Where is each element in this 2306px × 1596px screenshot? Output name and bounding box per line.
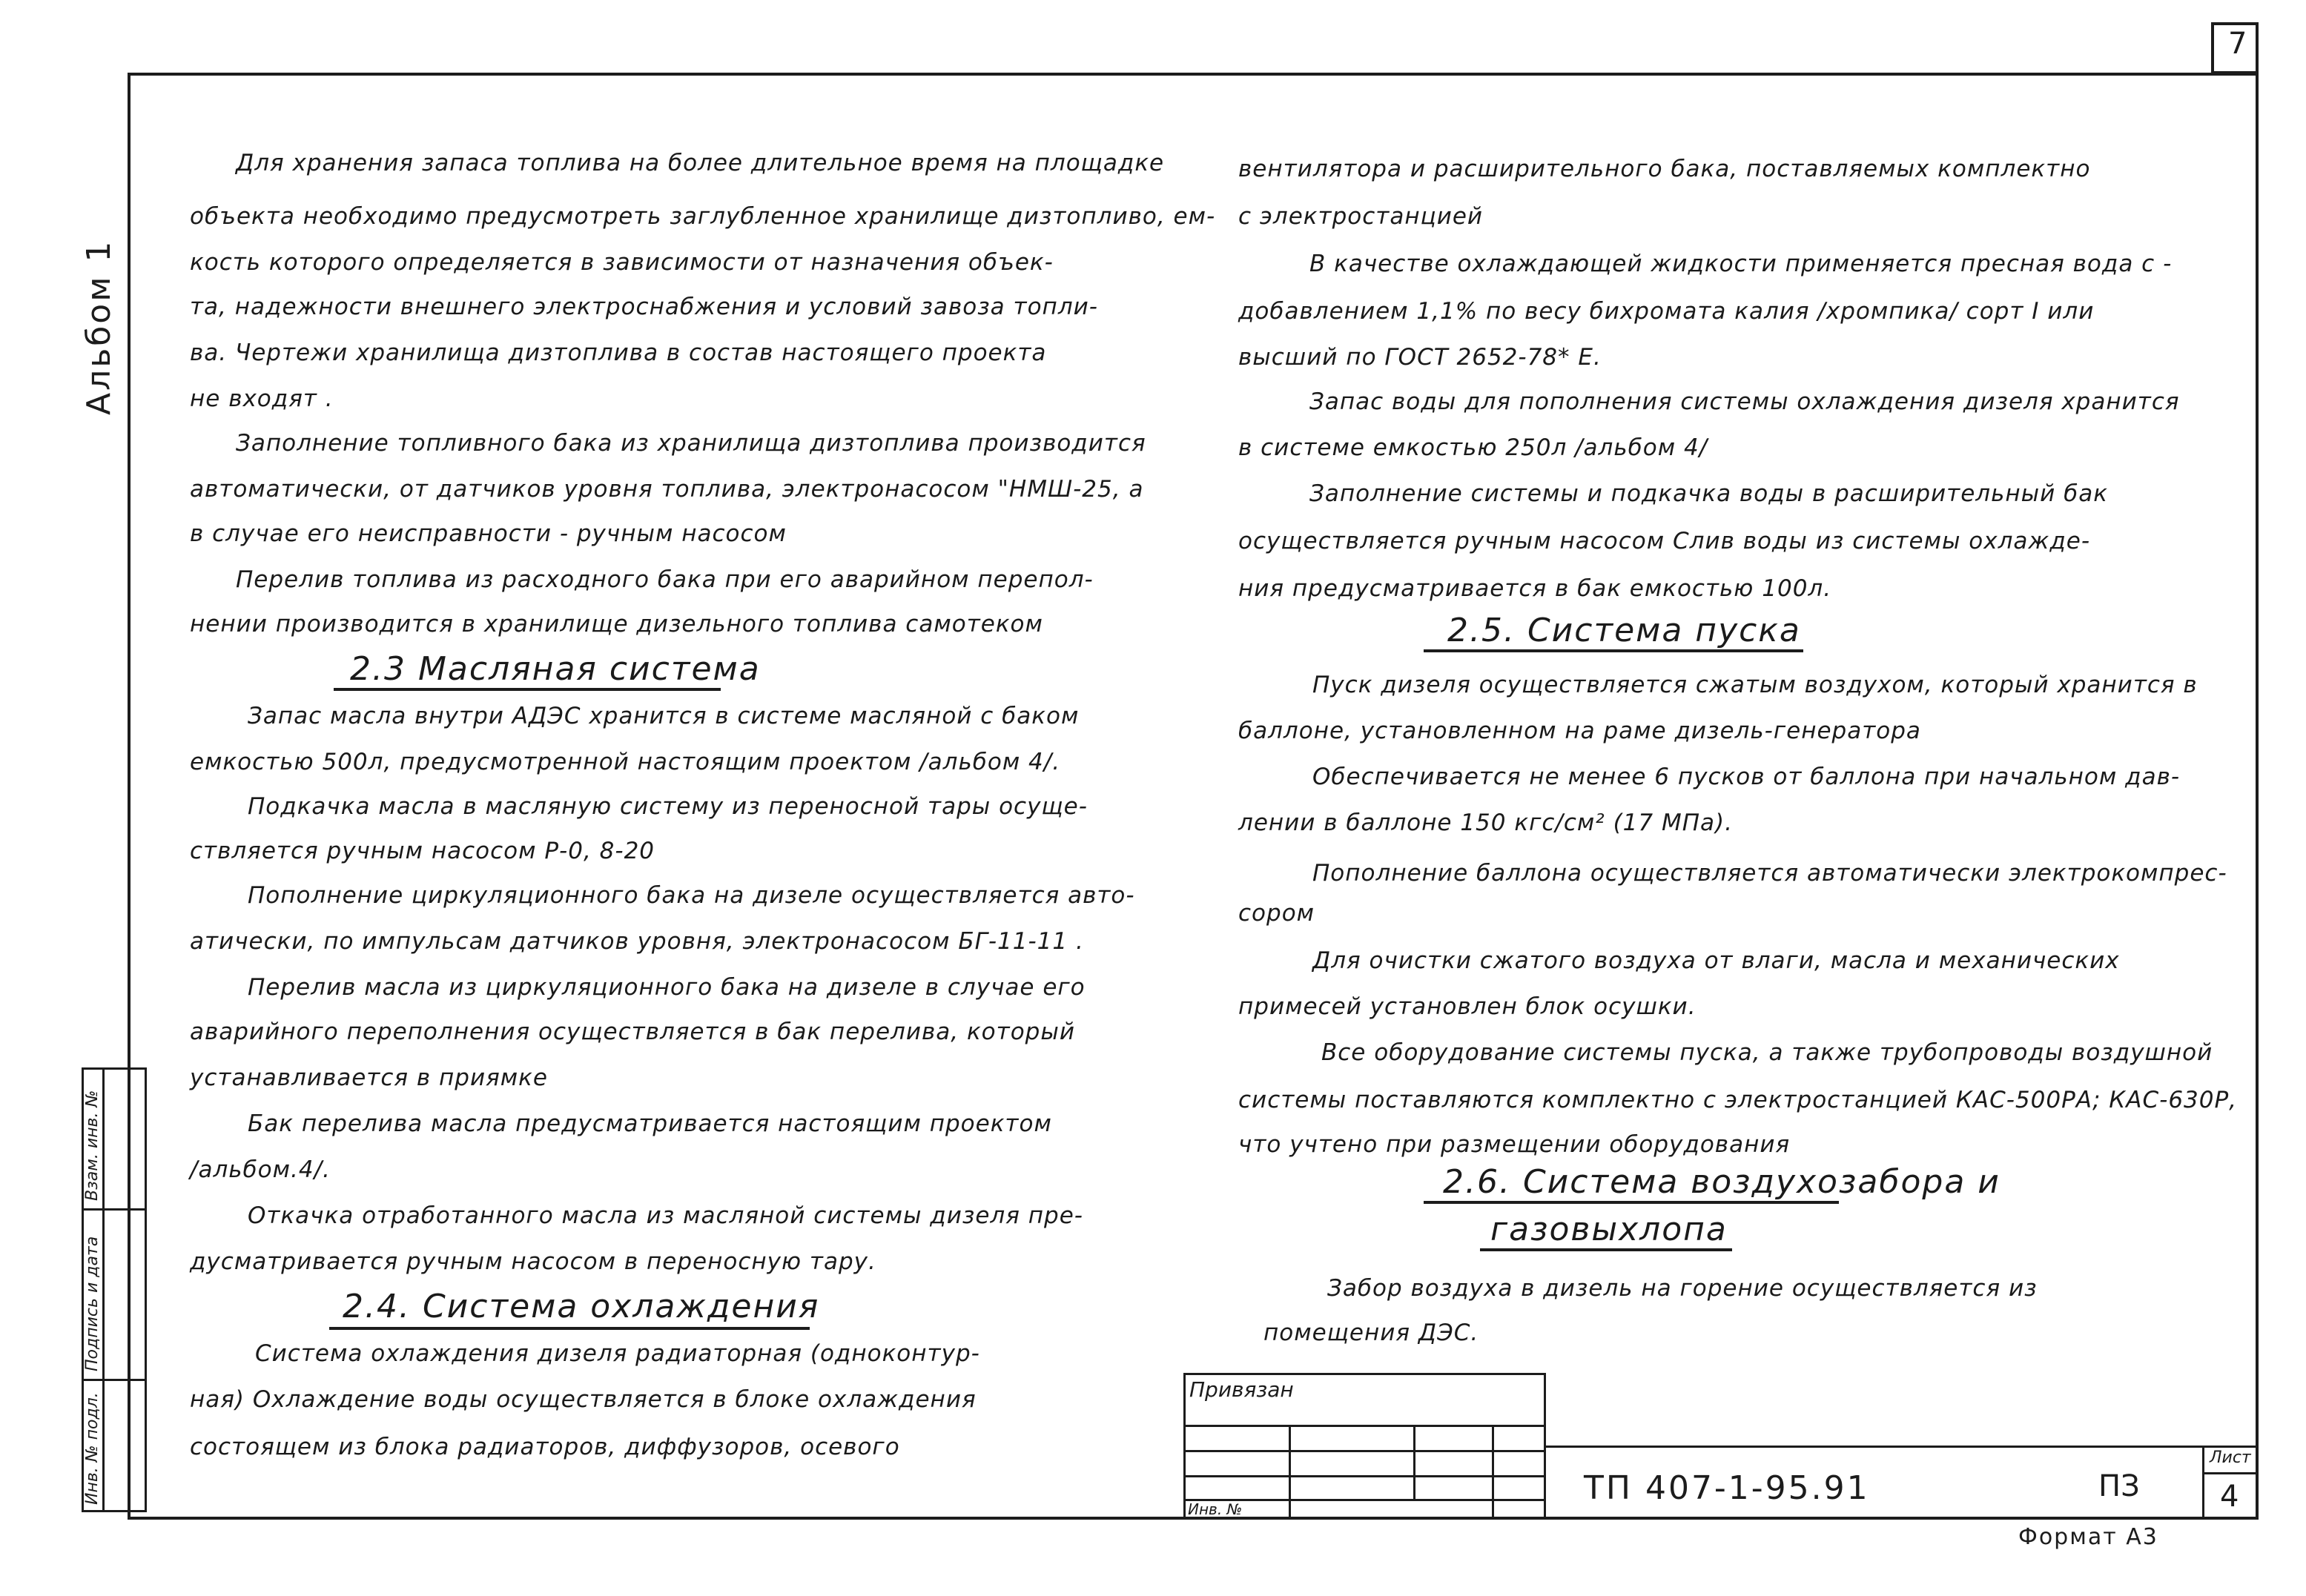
text-line: Заполнение системы и подкачка воды в расширительный бак [1309, 480, 2108, 507]
stamp-line [1183, 1475, 1545, 1477]
text-line: атически, по импульсам датчиков уровня, электронасосом БГ-11-11 . [190, 928, 1084, 955]
document-code: ТП 407-1-95.91 [1584, 1469, 1870, 1507]
side-table-divider [82, 1379, 147, 1381]
list-number: 4 [2220, 1480, 2239, 1514]
heading-underline [1424, 649, 1803, 652]
inventory-label: Инв. № [1188, 1500, 1243, 1518]
text-line: ва. Чертежи хранилища дизтоплива в состав настоящего проекта [190, 340, 1047, 366]
side-table-divider [82, 1208, 147, 1211]
text-line: Бак перелива масла предусматривается настоящим проектом [248, 1110, 1052, 1137]
text-line: емкостью 500л, предусмотренной настоящим проектом /альбом 4/. [190, 749, 1061, 775]
album-label: Альбом 1 [80, 239, 118, 415]
section-heading-start: 2.5. Система пуска [1447, 612, 1801, 649]
text-line: Запас масла внутри АДЭС хранится в системе масляной с баком [248, 703, 1080, 729]
heading-underline [329, 1327, 810, 1330]
text-line: Забор воздуха в дизель на горение осуществляется из [1327, 1275, 2038, 1302]
text-line: та, надежности внешнего электроснабжения и условий завоза топли- [190, 294, 1098, 320]
text-line: Для хранения запаса топлива на более длительное время на площадке [236, 150, 1165, 176]
stamp-line [1413, 1425, 1415, 1499]
text-line: дусматривается ручным насосом в переносную тару. [190, 1248, 876, 1275]
side-table-divider [102, 1067, 105, 1512]
heading-underline [1424, 1201, 1839, 1204]
text-line: Пуск дизеля осуществляется сжатым воздухом, который хранится в [1312, 672, 2198, 698]
text-line: Все оборудование системы пуска, а также трубопроводы воздушной [1321, 1039, 2213, 1066]
text-line: сором [1238, 900, 1315, 927]
page-number: 7 [2228, 27, 2247, 61]
text-line: Заполнение топливного бака из хранилища дизтоплива производится [236, 430, 1146, 457]
text-line: устанавливается в приямке [190, 1064, 548, 1091]
text-line: состоящем из блока радиаторов, диффузоров, осевого [190, 1434, 900, 1460]
stamp-line [1183, 1425, 1545, 1427]
text-line: кость которого определяется в зависимости от назначения объек- [190, 249, 1054, 276]
text-line: ная) Охлаждение воды осуществляется в блоке охлаждения [190, 1386, 977, 1413]
text-line: примесей установлен блок осушки. [1238, 993, 1697, 1020]
section-heading-oil: 2.3 Масляная система [350, 650, 761, 688]
text-line: Пополнение циркуляционного бака на дизеле осуществляется авто- [248, 882, 1135, 909]
text-line: вентилятора и расширительного бака, поставляемых комплектно [1238, 156, 2091, 182]
text-line: системы поставляются комплектно с электростанцией КАС-500РА; КАС-630Р, [1238, 1087, 2238, 1113]
stamp-line [1492, 1425, 1494, 1520]
heading-underline [334, 688, 721, 691]
sheet-box-divider [2202, 1472, 2259, 1474]
title-block-top [1545, 1446, 2259, 1448]
text-line: с электростанцией [1238, 203, 1484, 230]
text-line: баллоне, установленном на раме дизель-генератора [1238, 718, 1921, 744]
text-line: объекта необходимо предусмотреть заглубленное хранилище дизтопливо, ем- [190, 203, 1216, 230]
text-line: ствляется ручным насосом Р-0, 8-20 [190, 838, 655, 864]
text-line: Система охлаждения дизеля радиаторная (одноконтур- [255, 1340, 980, 1367]
text-line: аварийного переполнения осуществляется в бак перелива, который [190, 1019, 1075, 1045]
text-line: автоматически, от датчиков уровня топлива, электронасосом "НМШ-25, а [190, 476, 1144, 503]
text-line: В качестве охлаждающей жидкости применяется пресная вода с - [1309, 251, 2173, 277]
text-line: ния предусматривается в бак емкостью 100л. [1238, 575, 1832, 602]
list-label: Лист [2210, 1448, 2251, 1467]
side-table-col1: Инв. № подл. [83, 1392, 102, 1505]
heading-underline [1480, 1248, 1732, 1251]
side-table-col3: Взам. инв. № [83, 1090, 102, 1201]
sheet-box-divider [2202, 1446, 2204, 1520]
text-line: Пополнение баллона осуществляется автоматически электрокомпрес- [1312, 860, 2227, 887]
text-line: Подкачка масла в масляную систему из переносной тары осуще- [248, 793, 1088, 820]
text-line: /альбом.4/. [190, 1156, 331, 1183]
sheet-code: ПЗ [2098, 1469, 2140, 1503]
text-line: Обеспечивается не менее 6 пусков от баллона при начальном дав- [1312, 764, 2181, 790]
text-line: лении в баллоне 150 кгс/см² (17 МПа). [1238, 809, 1733, 836]
text-line: нении производится в хранилище дизельного топлива самотеком [190, 611, 1043, 638]
text-line: что учтено при размещении оборудования [1238, 1131, 1791, 1158]
privyazan-label: Привязан [1189, 1377, 1294, 1402]
stamp-line [1289, 1425, 1291, 1520]
text-line: помещения ДЭС. [1263, 1319, 1479, 1346]
text-line: Запас воды для пополнения системы охлаждения дизеля хранится [1309, 388, 2180, 415]
text-line: Перелив топлива из расходного бака при его аварийном перепол- [236, 566, 1094, 593]
section-heading-air-2: газовыхлопа [1490, 1211, 1728, 1248]
text-line: Для очистки сжатого воздуха от влаги, масла и механических [1312, 947, 2120, 974]
section-heading-air-1: 2.6. Система воздухозабора и [1443, 1163, 2001, 1201]
text-line: добавлением 1,1% по весу бихромата калия /хромпика/ сорт I или [1238, 298, 2095, 325]
section-heading-cooling: 2.4. Система охлаждения [343, 1288, 820, 1325]
text-line: Перелив масла из циркуляционного бака на дизеле в случае его [248, 974, 1086, 1001]
text-line: Откачка отработанного масла из масляной системы дизеля пре- [248, 1202, 1083, 1229]
text-line: в системе емкостью 250л /альбом 4/ [1238, 434, 1708, 461]
format-label: Формат А3 [2018, 1524, 2158, 1550]
text-line: осуществляется ручным насосом Слив воды из системы охлажде- [1238, 528, 2091, 554]
text-line: высший по ГОСТ 2652-78* Е. [1238, 344, 1602, 371]
text-line: в случае его неисправности - ручным насосом [190, 520, 787, 547]
side-table-col2: Подпись и дата [83, 1236, 102, 1371]
stamp-line [1183, 1450, 1545, 1452]
text-line: не входят . [190, 385, 334, 412]
